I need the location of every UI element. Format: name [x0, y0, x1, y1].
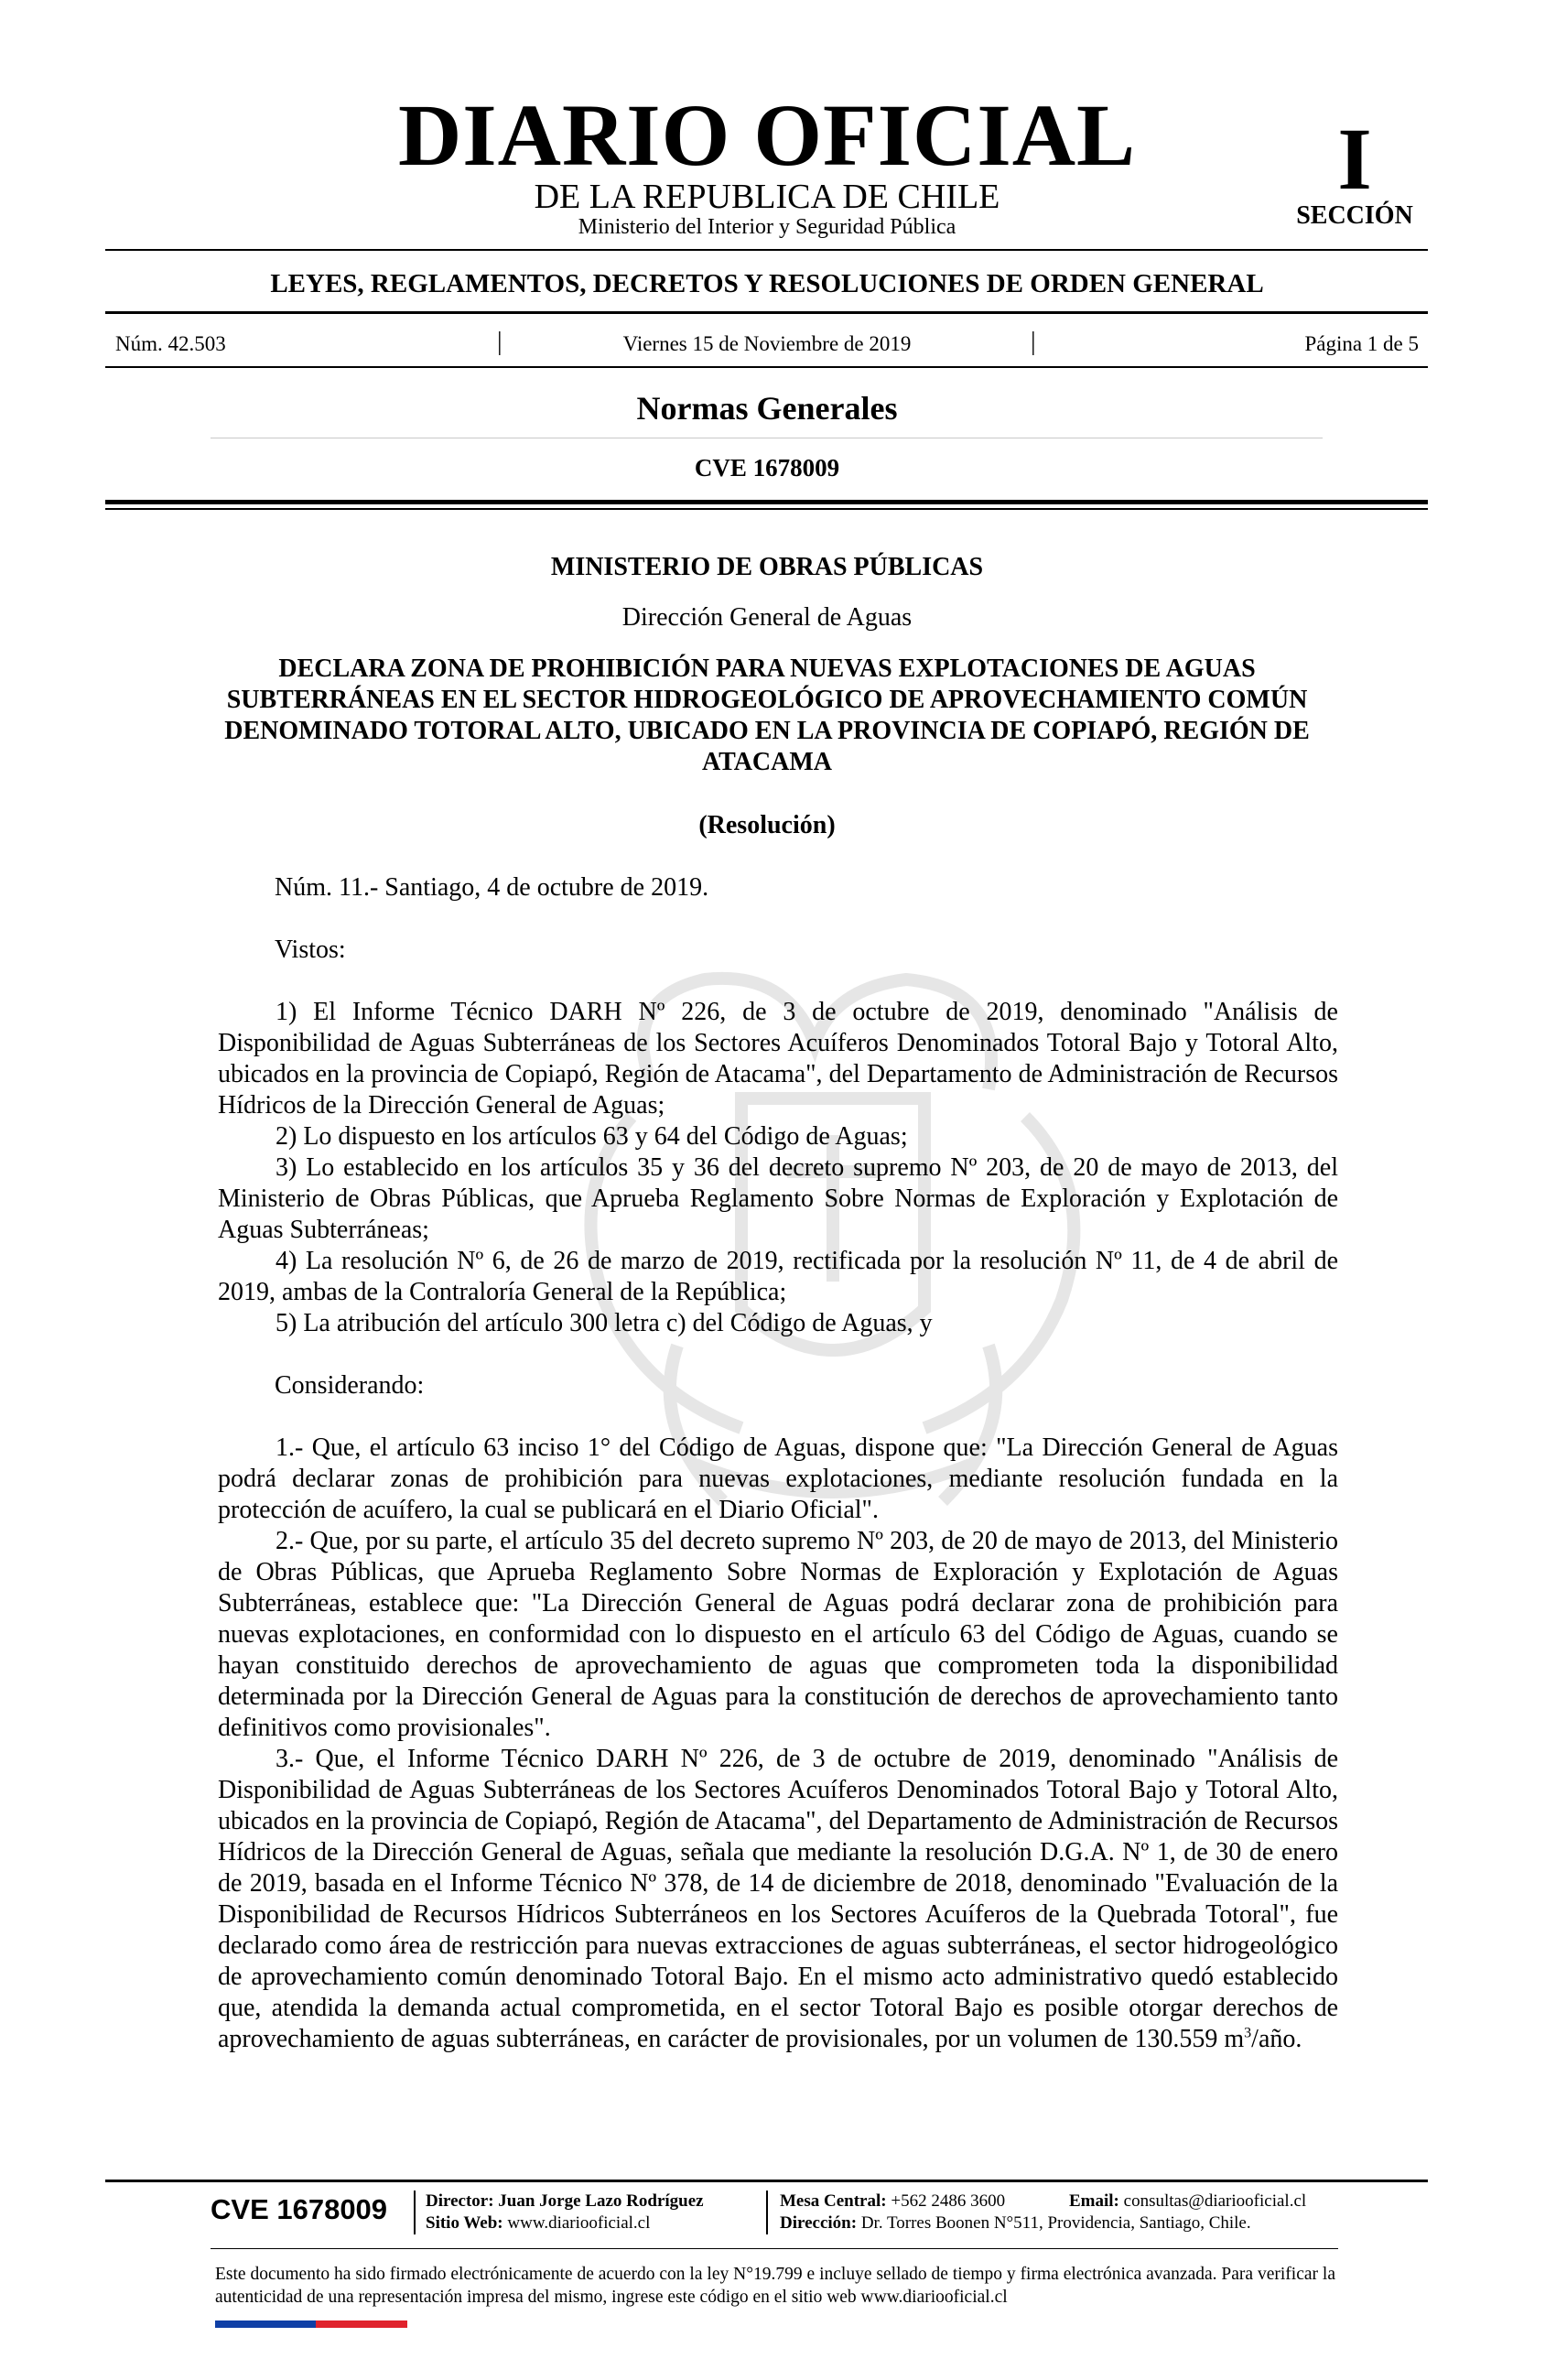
footer-website: [426, 2212, 650, 2234]
address-label: Dirección:: [780, 2213, 858, 2233]
direction-heading: Dirección General de Aguas: [621, 603, 913, 632]
volume-suffix: /año.: [1251, 2025, 1302, 2053]
issue-separator: |: [497, 328, 502, 356]
resolution-label: (Resolución): [698, 811, 836, 839]
issue-date: Viernes 15 de Noviembre de 2019: [622, 332, 912, 355]
issue-number: Núm. 42.503: [115, 332, 226, 355]
footer-email: [1069, 2191, 1306, 2212]
header-rule: [105, 311, 1428, 314]
director-name: Juan Jorge Lazo Rodríguez: [498, 2191, 704, 2211]
category-heading: LEYES, REGLAMENTOS, DECRETOS Y RESOLUCIONES DE ORDEN GENERAL: [270, 269, 1264, 298]
vistos-item: 2) Lo dispuesto en los artículos 63 y 64 del Código de Aguas;: [276, 1122, 908, 1151]
page-indicator: Página 1 de 5: [1304, 332, 1419, 355]
considerando-item: 2.- Que, por su parte, el artículo 35 del decreto supremo Nº 203, de 20 de mayo de 2013, del Ministerio de Obras Públicas, que Aprueba Reglamento Sobre Normas de Exploración y Explotación de Aguas Subterráneas, establece que: "La Dirección General de Aguas podrá declarar zona de prohibición para nuevas explotaciones, en conformidad con lo dispuesto en el artículo 63 del Código de Aguas, cuando se hayan constituido derechos de aprovechamiento de aguas que comprometen toda la disponibilidad determinada por la Dirección General de Aguas para la constitución de derechos de aprovechamiento tanto definitivos como provisionales".: [218, 1527, 1338, 1742]
vistos-item: 1) El Informe Técnico DARH Nº 226, de 3 de octubre de 2019, denominado "Análisis de Disponibilidad de Aguas Subterráneas de los Sectores Acuíferos Denominados Totoral Bajo y Totoral Alto, ubicados en la provincia de Copiapó, Región de Atacama", del Departamento de Administración de Recursos Hídricos de la Dirección General de Aguas;: [218, 998, 1338, 1120]
footer-address: [780, 2212, 1251, 2234]
vistos-item: 5) La atribución del artículo 300 letra c) del Código de Aguas, y: [276, 1309, 933, 1337]
vistos-item: 4) La resolución Nº 6, de 26 de marzo de 2019, rectificada por la resolución Nº 11, de 4 de abril de 2019, ambas de la Contraloría General de la República;: [218, 1247, 1338, 1306]
vistos-heading: Vistos:: [275, 936, 346, 964]
web-label: Sitio Web:: [426, 2213, 503, 2233]
section-number: I: [1337, 110, 1372, 208]
footer-rule: [211, 2248, 1338, 2249]
considerando-text: 3.- Que, el Informe Técnico DARH Nº 226, de 3 de octubre de 2019, denominado "Análisis de Disponibilidad de Aguas Subterráneas de los Sectores Acuíferos Denominados Totoral Bajo y Totoral Alto, ubicados en la provincia de Copiapó, Región de Atacama", del Departamento de Administración de Recursos Hídricos de la Dirección General de Aguas, señala que mediante la resolución D.G.A. Nº 1, de 30 de enero de 2019, basada en el Informe Técnico Nº 378, de 14 de diciembre de 2018, denominado "Evaluación de la Disponibilidad de Recursos Hídricos Subterráneos en los Sectores Acuíferos de la Quebrada Totoral", fue declarado como área de restricción para nuevas extracciones de aguas subterráneas, el sector hidrogeológico de aprovechamiento común denominado Totoral Bajo. En el mismo acto administrativo quedó establecido que, atendida la demanda actual comprometida, en el sector Totoral Bajo es posible otorgar derechos de aprovechamiento de aguas subterráneas, en carácter de provisionales, por un volumen de 130.559 m: [218, 1745, 1338, 2053]
flag-stripe-blue: [215, 2320, 316, 2328]
document-body: [218, 872, 1338, 2055]
issue-separator: |: [1031, 328, 1036, 356]
section-title: Normas Generales: [636, 390, 898, 427]
decree-title: DECLARA ZONA DE PROHIBICIÓN PARA NUEVAS EXPLOTACIONES DE AGUAS SUBTERRÁNEAS EN EL SECTOR HIDROGEOLÓGICO DE APROVECHAMIENTO COMÚN DENOMINADO TOTORAL ALTO, UBICADO EN LA PROVINCIA DE COPIAPÓ, REGIÓN DE ATACAMA: [224, 654, 1310, 776]
footer-rule: [105, 2180, 1428, 2182]
footer-divider: [414, 2191, 416, 2234]
mesa-label: Mesa Central:: [780, 2191, 887, 2211]
considerando-heading: Considerando:: [275, 1371, 425, 1400]
footer-divider: [766, 2191, 768, 2234]
footer-cve-code: CVE 1678009: [211, 2193, 388, 2225]
flag-stripe-red: [316, 2320, 407, 2328]
resolution-number: Núm. 11.- Santiago, 4 de octubre de 2019.: [275, 873, 709, 902]
section-label: SECCIÓN: [1296, 201, 1413, 230]
address-text: Dr. Torres Boonen N°511, Providencia, Santiago, Chile.: [860, 2213, 1251, 2233]
cve-code: CVE 1678009: [694, 454, 840, 481]
email-link[interactable]: consultas@diariooficial.cl: [1123, 2191, 1307, 2211]
footer-director: [426, 2191, 704, 2212]
director-label: Director:: [426, 2191, 494, 2211]
website-link[interactable]: www.diariooficial.cl: [507, 2213, 651, 2233]
header-rule: [105, 366, 1428, 368]
vistos-item: 3) Lo establecido en los artículos 35 y 36 del decreto supremo Nº 203, de 20 de mayo de 2013, del Ministerio de Obras Públicas, que Aprueba Reglamento Sobre Normas de Exploración y Explotación de Aguas Subterráneas;: [218, 1153, 1338, 1244]
volume-superscript: 3: [1244, 2025, 1252, 2041]
phone-number: +562 2486 3600: [891, 2191, 1006, 2211]
footer-phone: [780, 2191, 1005, 2212]
masthead-subtitle: DE LA REPUBLICA DE CHILE: [534, 178, 1000, 216]
masthead-ministry: Ministerio del Interior y Seguridad Pública: [578, 215, 956, 239]
section-rule: [105, 500, 1428, 504]
considerando-item: 1.- Que, el artículo 63 inciso 1° del Código de Aguas, dispone que: "La Dirección General de Aguas podrá declarar zonas de prohibición para nuevas explotaciones, mediante resolución fundada en la protección de acuífero, la cual se publicará en el Diario Oficial".: [218, 1433, 1338, 1524]
considerando-item: [218, 1744, 1338, 2055]
ministry-heading: MINISTERIO DE OBRAS PÚBLICAS: [550, 553, 984, 581]
section-rule: [105, 508, 1428, 510]
header-rule: [105, 249, 1428, 251]
email-label: Email:: [1069, 2191, 1119, 2211]
legal-notice: Este documento ha sido firmado electrónicamente de acuerdo con la ley N°19.799 e incluye sellado de tiempo y firma electrónica avanzada. Para verificar la autenticidad de una representación impresa del mismo, ingrese este código en el sitio web www.diariooficial.cl: [215, 2265, 1335, 2307]
masthead-title: DIARIO OFICIAL: [397, 86, 1137, 184]
